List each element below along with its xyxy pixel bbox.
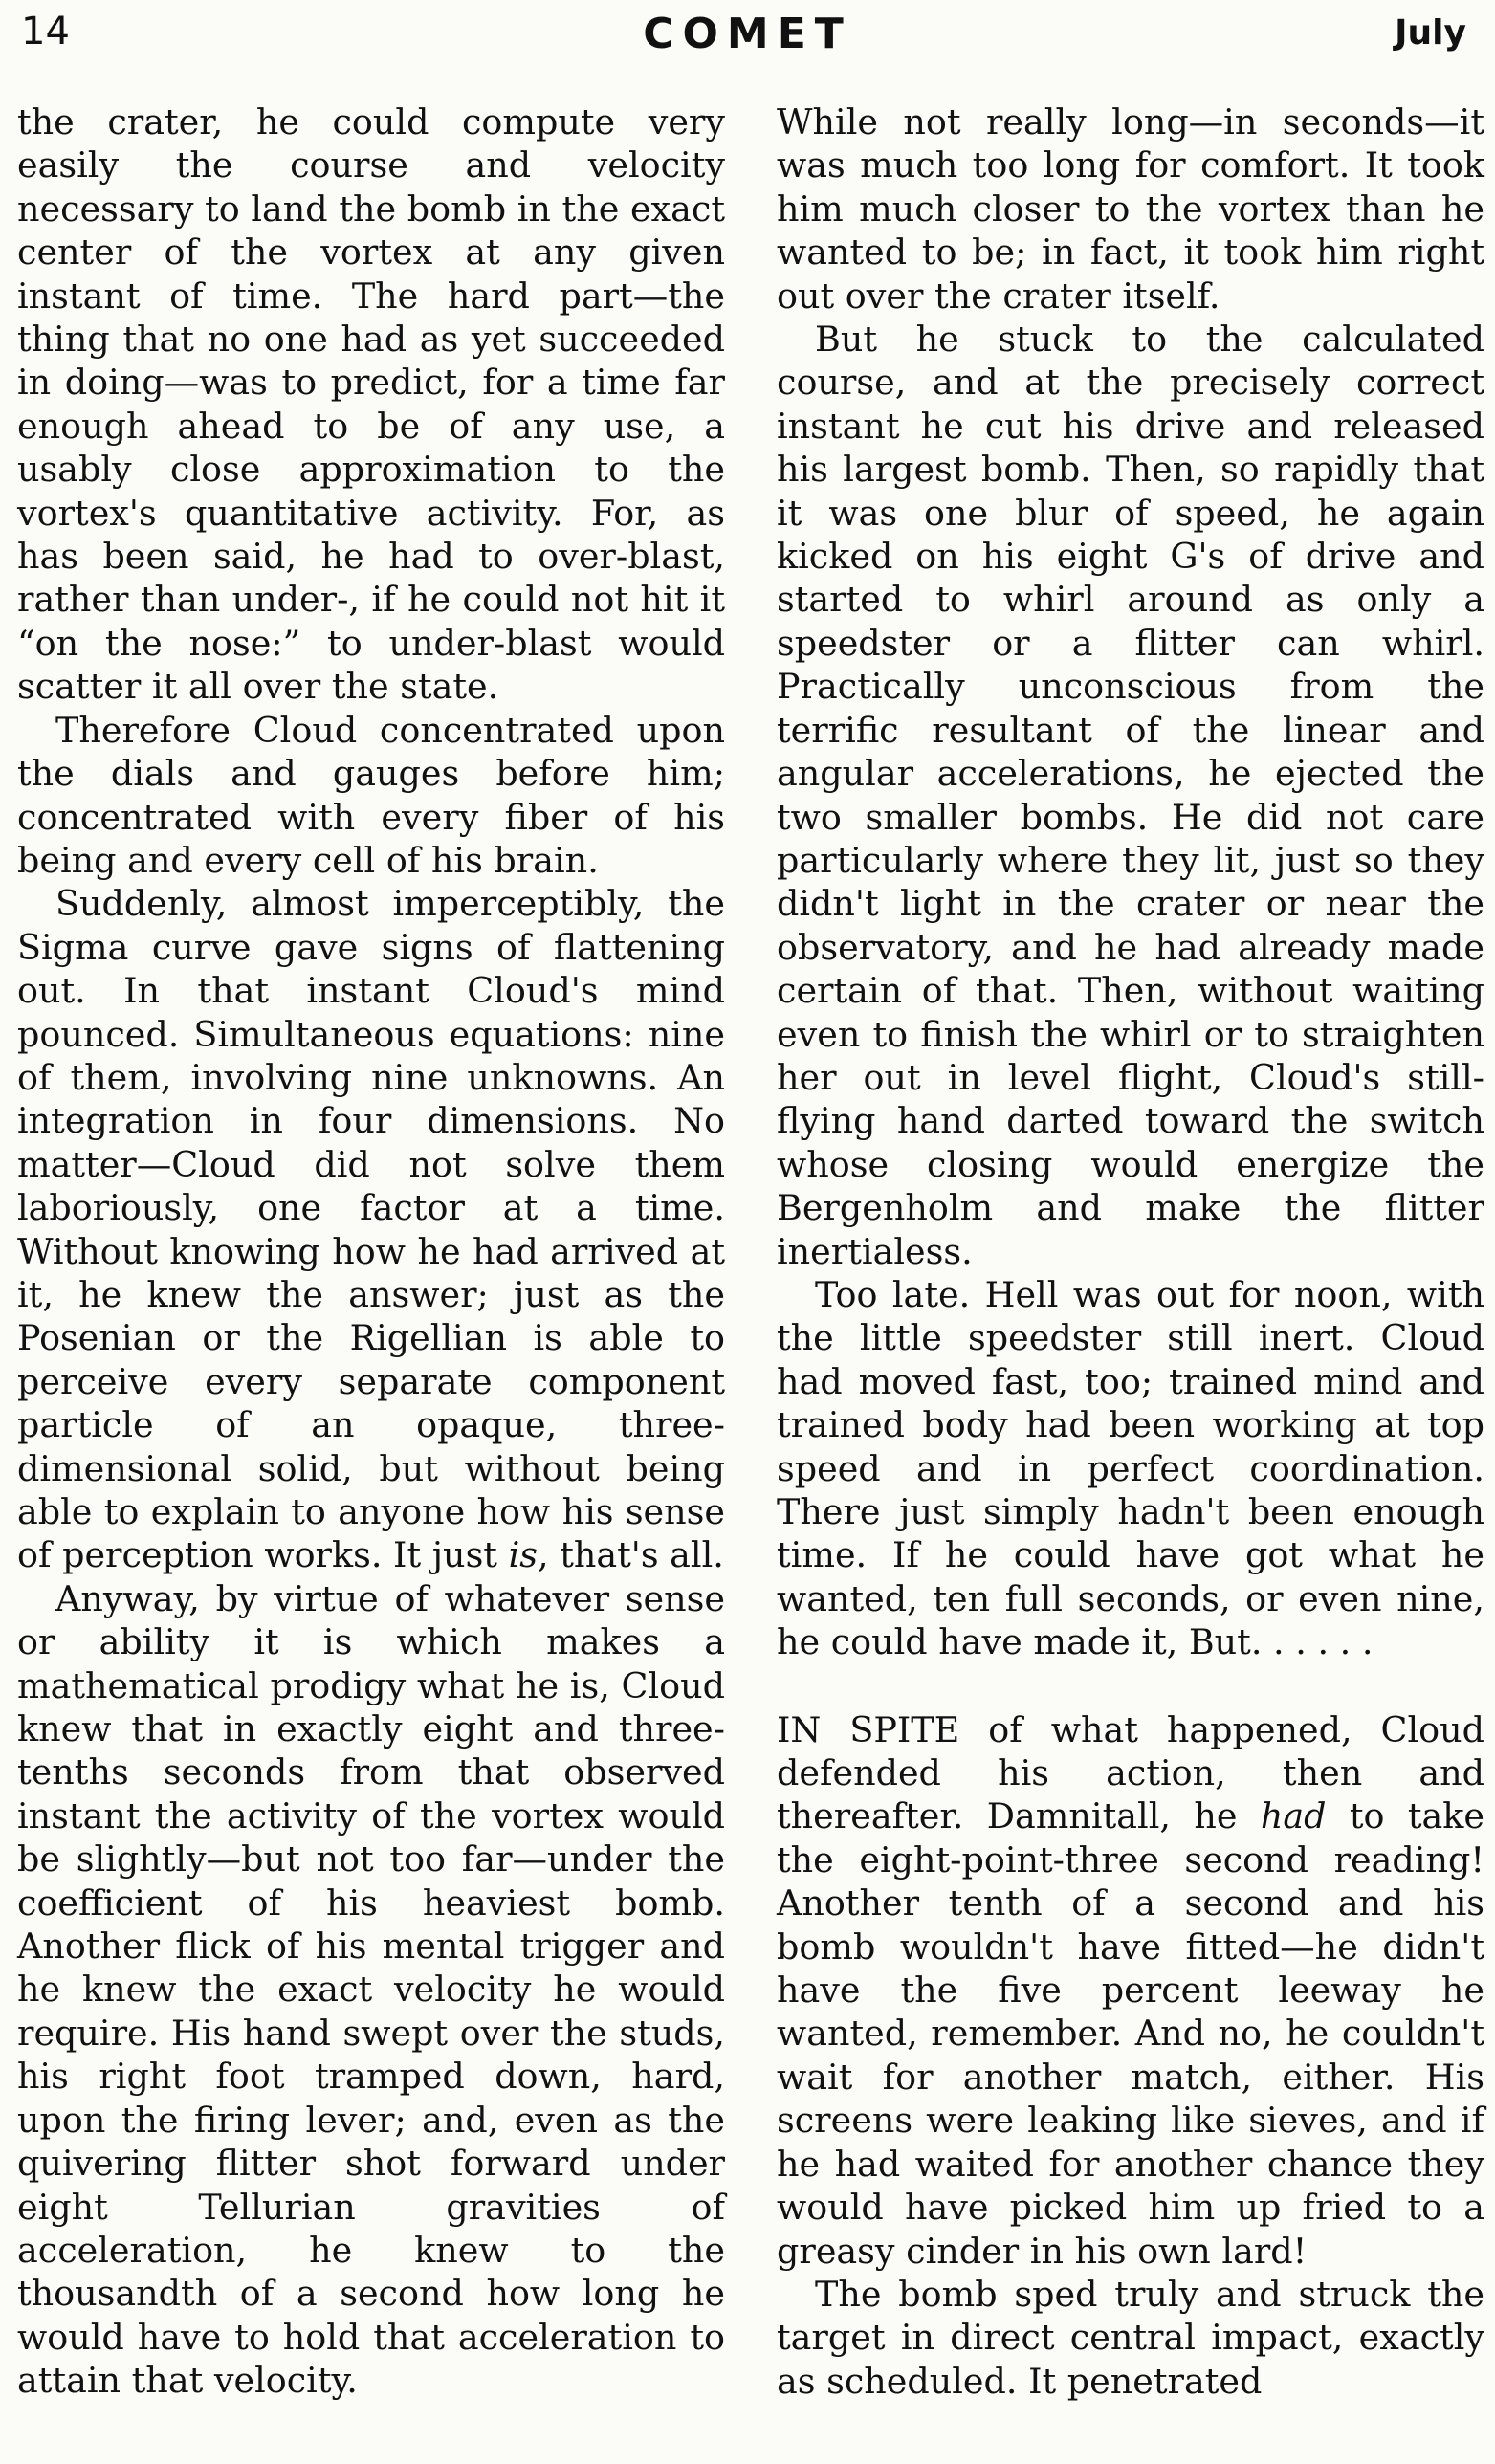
paragraph <box>17 882 725 1577</box>
issue-month: July <box>1395 13 1466 53</box>
paragraph: the crater, he could compute very easily the course and velocity necessary to land the bomb in the exact center of the vortex at any given instant of time. The hard part—the thing that no one had as yet succeeded in doing—was to predict, for a time far enough ahead to be of any use, a usably close approximation to the vortex's quantitative activity. For, as has been said, he had to over-blast, rather than under-, if he could not hit it “on the nose:” to under-blast would scatter it all over the state. <box>17 101 725 708</box>
paragraph: While not really long—in seconds—it was much too long for comfort. It took him much closer to the vortex than he wanted to be; in fact, it took him right out over the crater itself. <box>777 101 1484 317</box>
page-number: 14 <box>21 10 70 54</box>
paragraph: The bomb sped truly and struck the target in direct central impact, exactly as scheduled. It penetrated <box>777 2273 1484 2402</box>
right-column <box>777 100 1484 2403</box>
magazine-title: COMET <box>643 10 852 58</box>
paragraph-text: Suddenly, almost imperceptibly, the Sigma curve gave signs of flattening out. In that instant Cloud's mind pounced. Simultaneous equations: nine of them, involving nine unknowns. An integration in four dimensions. No matter—Cloud did not solve them laboriously, one factor at a time. Without knowing how he had arrived at it, he knew the answer; just as the Posenian or the Rigellian is able to perceive every separate component particle of an opaque, three-dimensional solid, but without being able to explain to anyone how his sense of perception works. It just <box>17 883 725 1576</box>
paragraph: Anyway, by virtue of whatever sense or ability it is which makes a mathematical prodigy what he is, Cloud knew that in exactly eight and three-tenths seconds from that observed instant the activity of the vortex would be slightly—but not too far—under the coefficient of his heaviest bomb. Another flick of his mental trigger and he knew the exact velocity he would require. His hand swept over the studs, his right foot tramped down, hard, upon the firing lever; and, even as the quivering flitter shot forward under eight Tellurian gravities of acceleration, he knew to the thousandth of a second how long he would have to hold that acceleration to attain that velocity. <box>17 1577 725 2402</box>
paragraph: But he stuck to the calculated course, and at the precisely correct instant he cut his drive and released his largest bomb. Then, so rapidly that it was one blur of speed, he again kicked on his eight G's of drive and started to whirl around as only a speedster or a flitter can whirl. Practically unconscious from the terrific resultant of the linear and angular accelerations, he ejected the two smaller bombs. He did not care particularly where they lit, just so they didn't light in the crater or near the observatory, and he had already made certain of that. Then, without waiting even to finish the whirl or to straighten her out in level flight, Cloud's still-flying hand darted toward the switch whose closing would energize the Bergenholm and make the flitter inertialess. <box>777 319 1484 1272</box>
page-header <box>0 0 1495 105</box>
section-lead-in: IN SPITE <box>777 1708 960 1750</box>
paragraph-text: to take the eight-point-three second reading! Another tenth of a second and his bomb wouldn't have fitted—he didn't have the five percent leeway he wanted, remember. And no, he couldn't wait for another match, either. His screens were leaking like sieves, and if he had waited for another chance they would have picked him up fried to a greasy cinder in his own lard! <box>777 1795 1485 2272</box>
paragraph-text: of what happened, Cloud defended his action, then and thereafter. Damnitall, he <box>777 1708 1484 1837</box>
paragraph: Too late. Hell was out for noon, with the little speedster still inert. Cloud had moved fast, too; trained mind and trained body had been working at top speed and in perfect coordination. There just simply hadn't been enough time. If he could have got what he wanted, ten full seconds, or even nine, he could have made it, But. . . . . . <box>777 1273 1484 1663</box>
paragraph <box>777 1708 1484 2273</box>
paragraph-text: , that's all. <box>537 1534 724 1576</box>
section-break <box>777 1664 1484 1708</box>
emphasis-text: had <box>1260 1795 1327 1837</box>
left-column <box>17 100 725 2403</box>
emphasis-text: is <box>508 1534 538 1576</box>
paragraph: Therefore Cloud concentrated upon the dials and gauges before him; concentrated with every fiber of his being and every cell of his brain. <box>17 709 725 881</box>
